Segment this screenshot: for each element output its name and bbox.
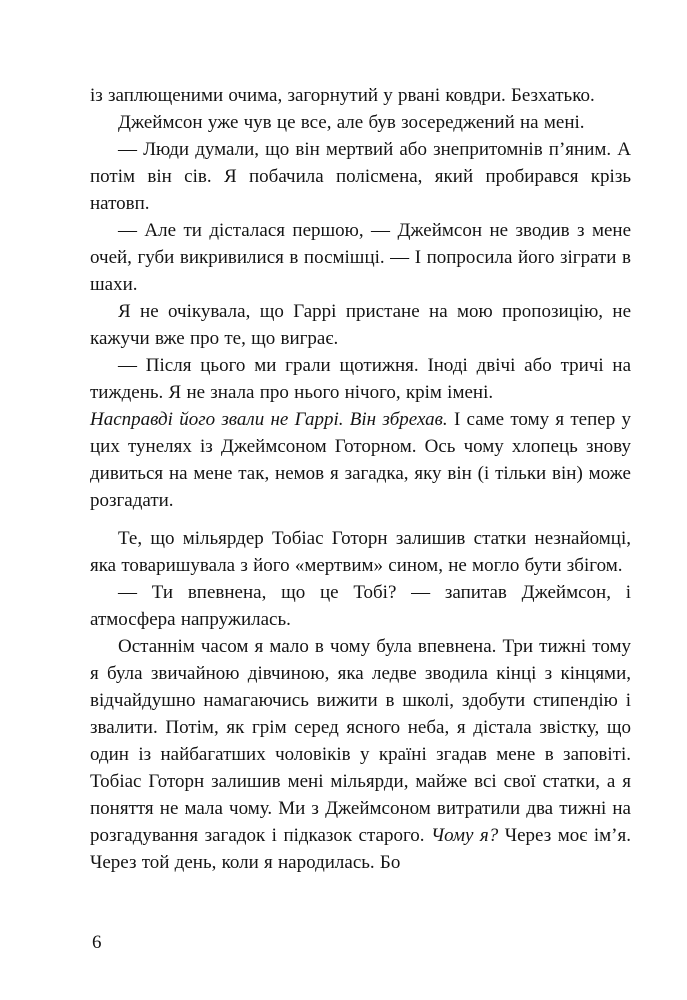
page-number: 6 (92, 932, 102, 953)
paragraph-segment: Джеймсон уже чув це все, але був зосереджений на мені. (118, 112, 585, 133)
paragraph-segment: І саме тому я тепер у цих тунелях із Джеймсоном Готорном. Ось чому хлопець знову дивиться на мене так, немов я загадка, яку він (і тільки він) може розгадати. (90, 409, 631, 511)
paragraph-segment: — Але ти дісталася першою, — Джеймсон не зводив з мене очей, губи викривилися в посмішці. — І попросила його зіграти в шахи. (90, 220, 631, 295)
paragraph-segment: Чому я? (431, 825, 499, 846)
paragraph (90, 406, 631, 514)
paragraph (90, 298, 631, 352)
paragraph-segment: із заплющеними очима, загорнутий у рвані ковдри. Безхатько. (90, 85, 595, 106)
paragraph (90, 525, 631, 579)
page-text (90, 82, 631, 876)
paragraph (90, 633, 631, 876)
paragraph (90, 82, 631, 109)
paragraph (90, 579, 631, 633)
paragraph-segment: Насправді його звали не Гаррі. Він збрехав. (90, 409, 448, 430)
paragraph-segment: — Ти впевнена, що це Тобі? — запитав Джеймсон, і атмосфера напружилась. (90, 582, 631, 630)
paragraph-segment: — Люди думали, що він мертвий або знепритомнів п’яним. А потім він сів. Я побачила полісмена, який пробирався крізь натовп. (90, 139, 631, 214)
paragraph-segment: Останнім часом я мало в чому була впевнена. Три тижні тому я була звичайною дівчиною, яка ледве зводила кінці з кінцями, відчайдушно намагаючись вижити в школі, здобути стипендію і звалити. Потім, як грім серед ясного неба, я дістала звістку, що один із найбагатших чоловіків у країні згадав мене в заповіті. Тобіас Готорн залишив мені мільярди, майже всі свої статки, а я поняття не мала чому. Ми з Джеймсоном витратили два тижні на розгадування загадок і підказок старого. (90, 636, 631, 846)
paragraph-segment: Те, що мільярдер Тобіас Готорн залишив статки незнайомці, яка товаришувала з його «мертвим» сином, не могло бути збігом. (90, 528, 631, 576)
paragraph-segment: — Після цього ми грали щотижня. Іноді двічі або тричі на тиждень. Я не знала про нього нічого, крім імені. (90, 355, 631, 403)
paragraph (90, 136, 631, 217)
paragraph (90, 217, 631, 298)
paragraph-segment: Я не очікувала, що Гаррі пристане на мою пропозицію, не кажучи вже про те, що виграє. (90, 301, 631, 349)
paragraph-segment: Через моє ім’я. Через той день, коли я народилась. Бо (90, 825, 631, 873)
paragraph (90, 352, 631, 406)
paragraph (90, 109, 631, 136)
